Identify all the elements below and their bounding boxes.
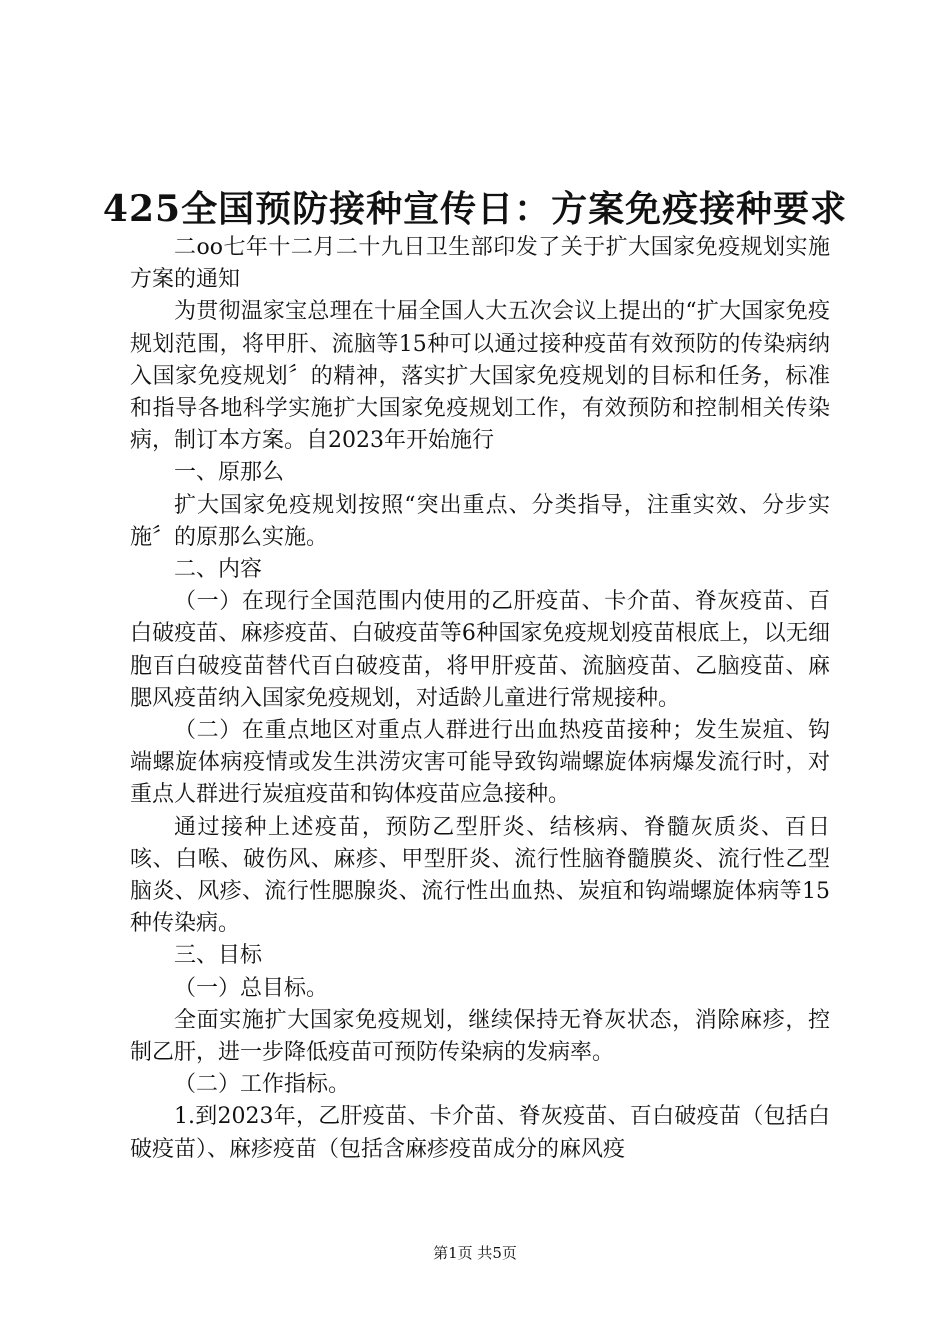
paragraph: 通过接种上述疫苗，预防乙型肝炎、结核病、脊髓灰质炎、百日咳、白喉、破伤风、麻疹、甲型肝炎、流行性脑脊髓膜炎、流行性乙型脑炎、风疹、流行性腮腺炎、流行性出血热、炭疽和钩端螺旋体病等15种传染病。 [130, 814, 830, 937]
subsection-heading: （二）工作指标。 [174, 1072, 351, 1098]
section-heading: 二、内容 [174, 557, 263, 583]
paragraph: 二oo七年十二月二十九日卫生部印发了关于扩大国家免疫规划实施方案的通知 [130, 235, 830, 293]
paragraph: 为贯彻温家宝总理在十届全国人大五次会议上提出的“扩大国家免疫规划范围，将甲肝、流脑等15种可以通过接种疫苗有效预防的传染病纳入国家免疫规划〞的精神，落实扩大国家免疫规划的目标和任务，标准和指导各地科学实施扩大国家免疫规划工作，有效预防和控制相关传染病，制订本方案。自2023年开始施行 [130, 299, 830, 454]
paragraph: 扩大国家免疫规划按照“突出重点、分类指导，注重实效、分步实施〞的原那么实施。 [130, 492, 830, 550]
section-heading: 三、目标 [174, 943, 263, 969]
paragraph: 全面实施扩大国家免疫规划，继续保持无脊灰状态，消除麻疹，控制乙肝，进一步降低疫苗可预防传染病的发病率。 [130, 1007, 830, 1066]
subsection-heading: （一）总目标。 [174, 975, 329, 1001]
section-heading: 一、原那么 [174, 460, 285, 486]
paragraph: 1.到2023年，乙肝疫苗、卡介苗、脊灰疫苗、百白破疫苗（包括白破疫苗）、麻疹疫苗（包括含麻疹疫苗成分的麻风疫 [130, 1104, 830, 1162]
page-number: 第1页 共5页 [433, 1244, 517, 1262]
document-title: 425全国预防接种宣传日：方案免疫接种要求 [102, 188, 848, 230]
document-body [130, 232, 830, 1166]
paragraph: （一）在现行全国范围内使用的乙肝疫苗、卡介苗、脊灰疫苗、百白破疫苗、麻疹疫苗、白破疫苗等6种国家免疫规划疫苗根底上，以无细胞百白破疫苗替代百白破疫苗，将甲肝疫苗、流脑疫苗、乙脑疫苗、麻腮风疫苗纳入国家免疫规划，对适龄儿童进行常规接种。 [130, 589, 830, 711]
paragraph: （二）在重点地区对重点人群进行出血热疫苗接种；发生炭疽、钩端螺旋体病疫情或发生洪涝灾害可能导致钩端螺旋体病爆发流行时，对重点人群进行炭疽疫苗和钩体疫苗应急接种。 [130, 718, 830, 808]
